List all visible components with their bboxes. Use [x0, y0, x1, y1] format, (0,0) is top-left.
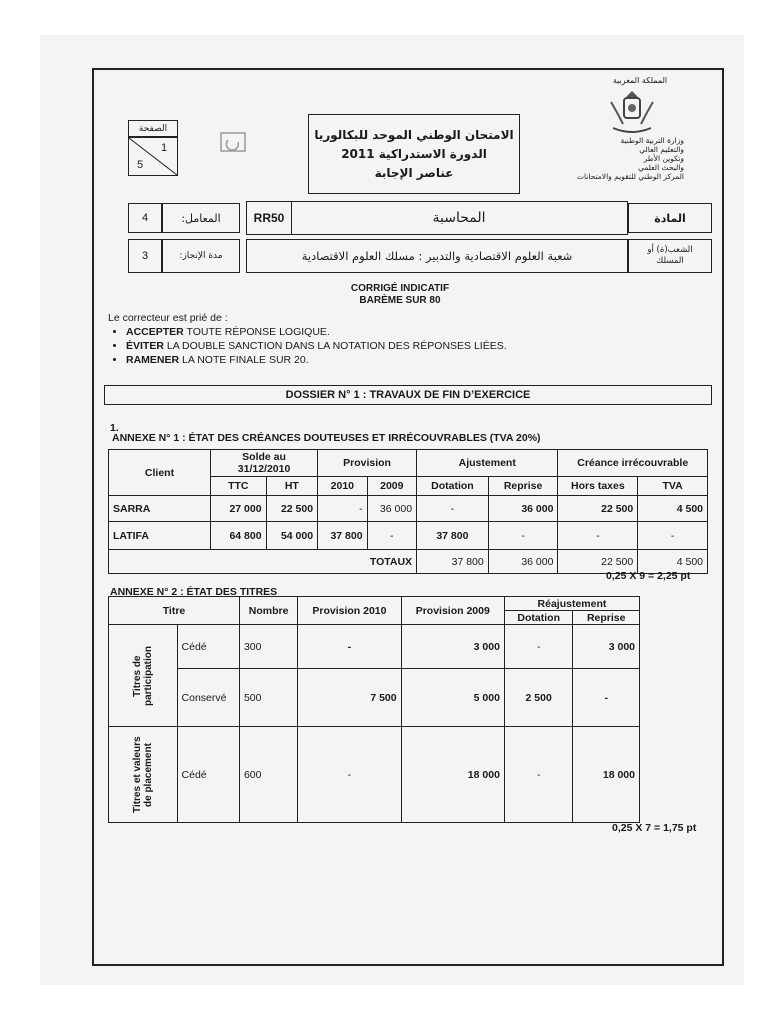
cell-tva: -: [638, 522, 708, 550]
col-header-provision-2009: Provision 2009: [401, 597, 504, 625]
col-header-hors-taxes: Hors taxes: [558, 477, 638, 496]
subject-box: [246, 201, 628, 235]
col-header-dotation: Dotation: [504, 611, 573, 625]
table-row: [109, 496, 708, 522]
cell-nombre: 300: [239, 625, 297, 669]
cell-hors-taxes: 22 500: [558, 496, 638, 522]
branch-label: الشعب(ة) أو المسلك: [628, 239, 712, 273]
ministry-block: [568, 136, 684, 181]
total-reprise: 36 000: [488, 550, 558, 574]
cell-prov2009: -: [367, 522, 416, 550]
cell-ttc: 64 800: [211, 522, 267, 550]
group-label: Titres et valeurs de placement: [131, 736, 154, 813]
cell-etat: Cédé: [177, 625, 239, 669]
cell-dotation: -: [504, 727, 573, 823]
ministry-line: والتعليم العالي: [639, 145, 684, 154]
cell-ht: 54 000: [266, 522, 318, 550]
instruction-keyword: ACCEPTER: [126, 326, 184, 338]
instruction-item: [126, 339, 628, 353]
col-header-creance: Créance irrécouvrable: [558, 450, 708, 477]
total-tva: 4 500: [638, 550, 708, 574]
col-header-tva: TVA: [638, 477, 708, 496]
col-header-nombre: Nombre: [239, 597, 297, 625]
total-hors-taxes: 22 500: [558, 550, 638, 574]
cell-ht: 22 500: [266, 496, 318, 522]
col-header-2009: 2009: [367, 477, 416, 496]
instruction-item: [126, 353, 628, 367]
cell-nombre: 600: [239, 727, 297, 823]
ministry-line: وزارة التربية الوطنية: [620, 136, 684, 145]
cell-reprise: -: [488, 522, 558, 550]
cell-nombre: 500: [239, 669, 297, 727]
exam-session: الدورة الاستدراكية 2011: [341, 146, 487, 161]
annexe2-score: 0,25 X 7 = 1,75 pt: [612, 822, 697, 834]
col-header-solde: Solde au 31/12/2010: [211, 450, 318, 477]
annexe1-title: ANNEXE N° 1 : ÉTAT DES CRÉANCES DOUTEUSES ET IRRÉCOUVRABLES (TVA 20%): [112, 432, 541, 444]
cell-reprise: -: [573, 669, 640, 727]
totals-label: TOTAUX: [109, 550, 417, 574]
col-header-client: Client: [109, 450, 211, 496]
cell-prov2009: 18 000: [401, 727, 504, 823]
instruction-item: [126, 325, 628, 339]
cell-prov2009: 36 000: [367, 496, 416, 522]
cell-dotation: 37 800: [417, 522, 489, 550]
subject-name: المحاسبة: [432, 210, 486, 226]
cell-prov2010: 37 800: [318, 522, 367, 550]
page-label: الصفحة: [128, 120, 178, 137]
coef-value: 4: [128, 203, 162, 233]
instruction-text: TOUTE RÉPONSE LOGIQUE.: [183, 326, 330, 338]
cell-dotation: 2 500: [504, 669, 573, 727]
col-header-ht: HT: [266, 477, 318, 496]
table-row: [109, 727, 640, 823]
cell-prov2009: 3 000: [401, 625, 504, 669]
instruction-keyword: ÉVITER: [126, 340, 164, 352]
exam-code: RR50: [247, 202, 292, 234]
annexe2-table: [108, 596, 640, 823]
col-header-dotation: Dotation: [417, 477, 489, 496]
instructions-lead: Le correcteur est prié de :: [108, 312, 228, 324]
kingdom-label: المملكة المغربية: [612, 76, 668, 85]
subject-label: المادة: [628, 203, 712, 233]
ministry-line: وتكوين الأطر: [643, 154, 684, 163]
cell-prov2010: -: [298, 625, 401, 669]
coef-label: المعامل:: [162, 203, 240, 233]
cell-reprise: 18 000: [573, 727, 640, 823]
corrige-title: CORRIGÉ INDICATIF: [350, 283, 450, 294]
cell-client: LATIFA: [109, 522, 211, 550]
cell-etat: Conservé: [177, 669, 239, 727]
cell-prov2010: 7 500: [298, 669, 401, 727]
cell-reprise: 36 000: [488, 496, 558, 522]
answer-elements-label: عناصر الإجابة: [374, 165, 454, 180]
annexe2-title: ANNEXE N° 2 : ÉTAT DES TITRES: [110, 586, 278, 598]
cell-tva: 4 500: [638, 496, 708, 522]
ministry-line: والبحث العلمي: [638, 163, 684, 172]
cell-hors-taxes: -: [558, 522, 638, 550]
cell-prov2009: 5 000: [401, 669, 504, 727]
stamp-icon: [220, 130, 250, 154]
group-label: Titres de participation: [131, 645, 154, 706]
cell-dotation: -: [504, 625, 573, 669]
center-label: المركز الوطني للتقويم والامتحانات: [576, 172, 684, 181]
col-header-provision: Provision: [318, 450, 417, 477]
group-cell: [109, 727, 178, 823]
duration-value: 3: [128, 239, 162, 273]
cell-prov2010: -: [318, 496, 367, 522]
cell-etat: Cédé: [177, 727, 239, 823]
exam-title: الامتحان الوطني الموحد للبكالوريا: [314, 127, 514, 142]
col-header-reajustement: Réajustement: [504, 597, 639, 611]
bareme-title: BARÈME SUR 80: [359, 295, 441, 306]
cell-dotation: -: [417, 496, 489, 522]
annexe1-table: [108, 449, 708, 574]
col-header-2010: 2010: [318, 477, 367, 496]
total-dotation: 37 800: [417, 550, 489, 574]
col-header-provision-2010: Provision 2010: [298, 597, 401, 625]
table-row: [109, 625, 640, 669]
col-header-titre: Titre: [109, 597, 240, 625]
instruction-text: LA NOTE FINALE SUR 20.: [179, 354, 309, 366]
table-row: [109, 522, 708, 550]
cell-ttc: 27 000: [211, 496, 267, 522]
question-number: 1.: [110, 422, 119, 434]
instructions: [108, 312, 628, 367]
page-number: 1: [161, 142, 168, 154]
group-cell: [109, 625, 178, 727]
annexe1-score: 0,25 X 9 = 2,25 pt: [606, 570, 691, 582]
branch-name: شعبة العلوم الاقتصادية والتدبير : مسلك العلوم الاقتصادية: [246, 239, 628, 273]
cell-client: SARRA: [109, 496, 211, 522]
royal-emblem-icon: [605, 88, 659, 136]
page-indicator: [128, 137, 178, 176]
instruction-text: LA DOUBLE SANCTION DANS LA NOTATION DES RÉPONSES LIÉES.: [163, 340, 507, 352]
page-total: 5: [137, 159, 144, 171]
exam-title-box: [308, 114, 520, 194]
cell-reprise: 3 000: [573, 625, 640, 669]
col-header-reprise: Reprise: [488, 477, 558, 496]
col-header-ajustement: Ajustement: [417, 450, 558, 477]
col-header-reprise: Reprise: [573, 611, 640, 625]
col-header-ttc: TTC: [211, 477, 267, 496]
dossier-title: DOSSIER N° 1 : TRAVAUX DE FIN D’EXERCICE: [104, 385, 712, 405]
cell-prov2010: -: [298, 727, 401, 823]
table-row: [109, 669, 640, 727]
instruction-keyword: RAMENER: [126, 354, 180, 366]
duration-label: مدة الإنجاز:: [162, 239, 240, 273]
